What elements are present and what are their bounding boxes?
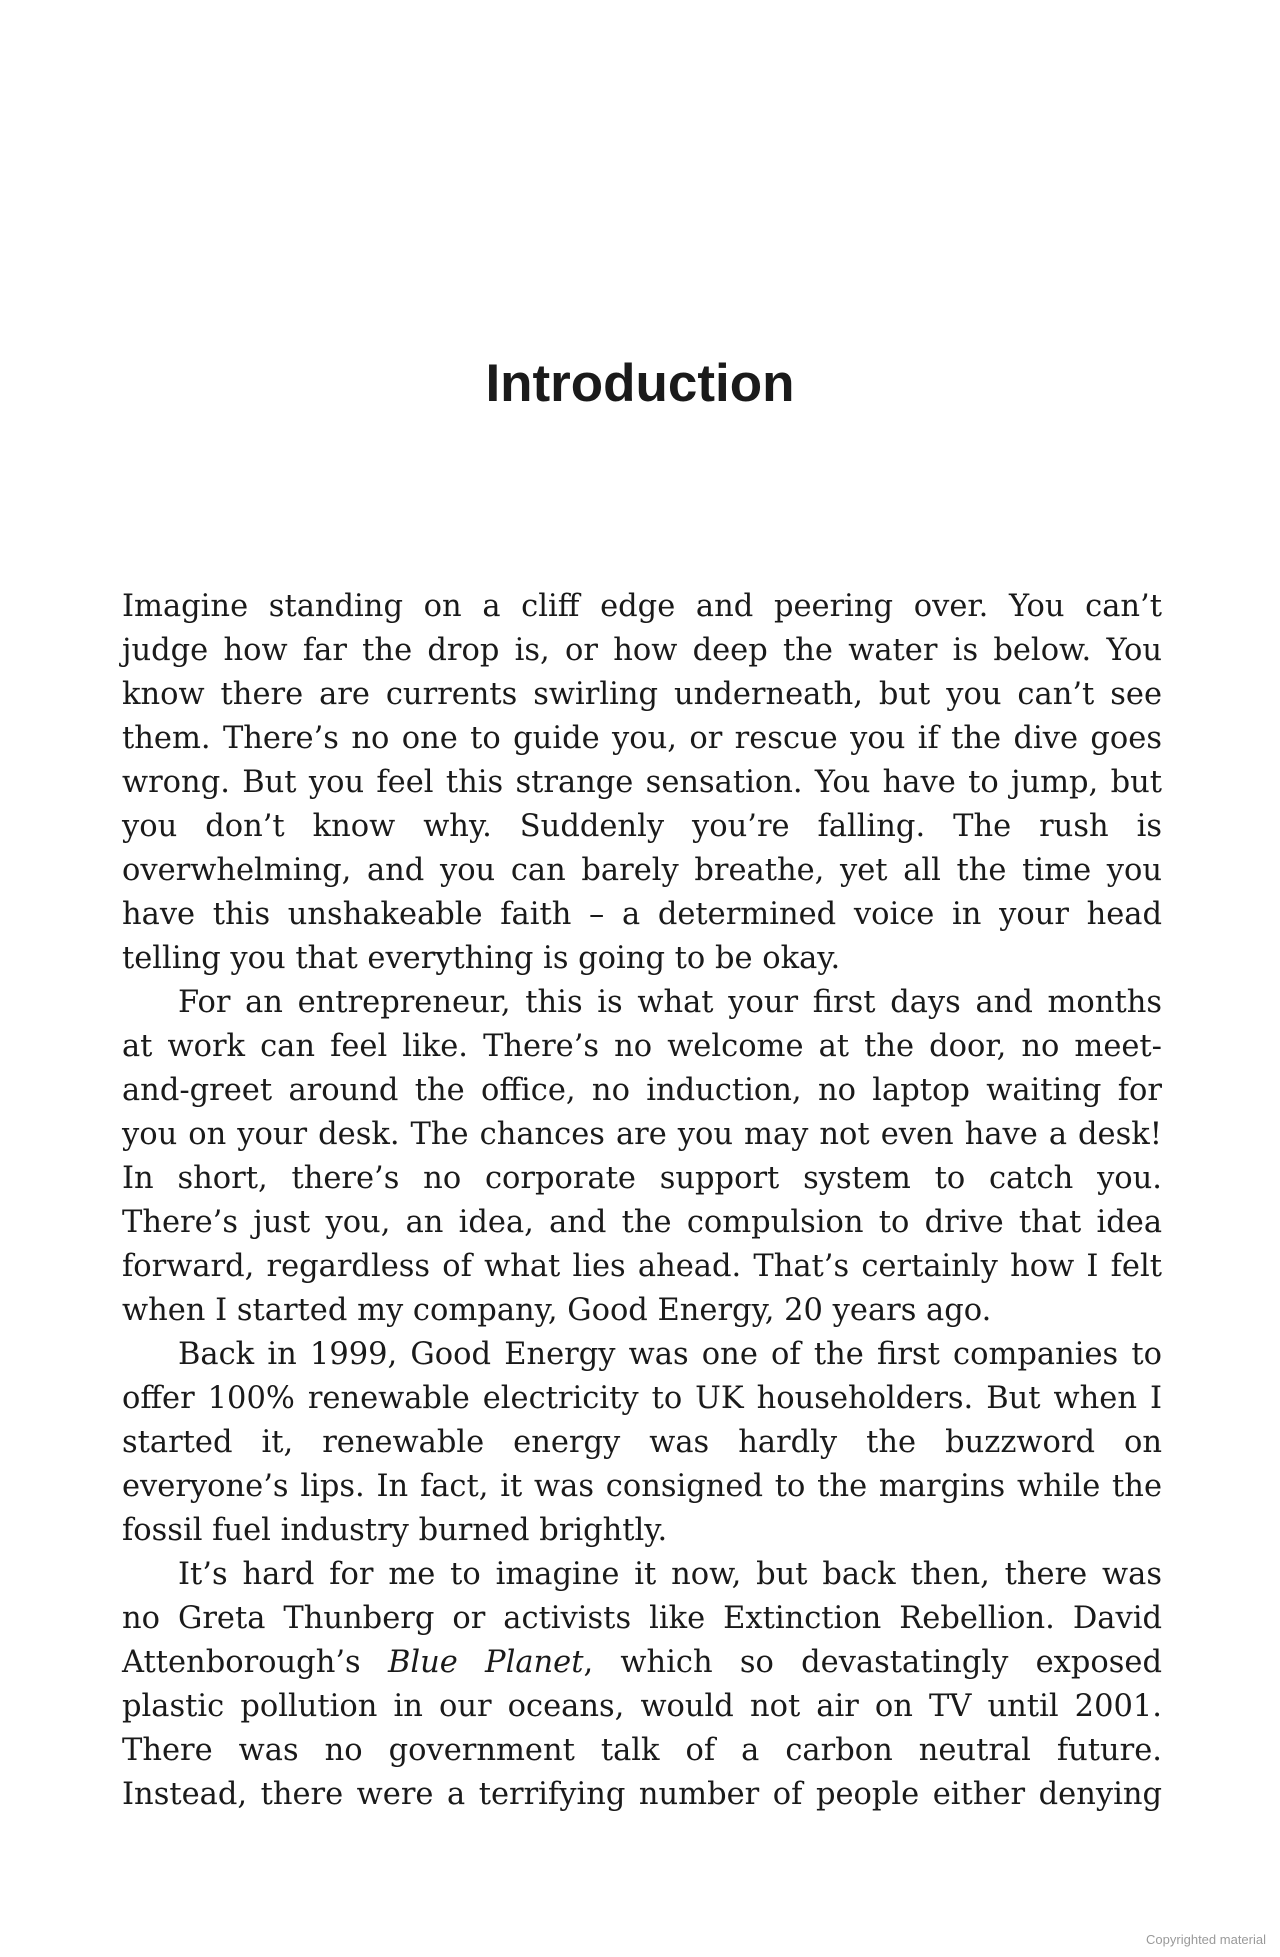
text-line: In short, there’s no corporate support system to catch you. [122, 1161, 1162, 1196]
text-line: fossil fuel industry burned brightly. [122, 1513, 668, 1548]
text-line: offer 100% renewable electricity to UK householders. But when I [122, 1381, 1162, 1416]
text-line: There’s just you, an idea, and the compulsion to drive that idea [122, 1205, 1162, 1240]
paragraph [122, 1553, 1162, 1817]
text-line: It’s hard for me to imagine it now, but back then, there was [178, 1557, 1162, 1592]
text-line: Attenborough’s Blue Planet, which so devastatingly exposed [122, 1645, 1162, 1680]
text-line: wrong. But you feel this strange sensation. You have to jump, but [122, 765, 1162, 800]
text-line: forward, regardless of what lies ahead. That’s certainly how I felt [122, 1249, 1162, 1284]
italic-title: Blue Planet [387, 1645, 584, 1680]
chapter-title: Introduction [485, 354, 795, 413]
text-line: and-greet around the office, no induction, no laptop waiting for [122, 1073, 1162, 1108]
text-line: telling you that everything is going to be okay. [122, 941, 841, 976]
text-line: you don’t know why. Suddenly you’re falling. The rush is [122, 809, 1162, 844]
text-line: at work can feel like. There’s no welcome at the door, no meet- [122, 1029, 1162, 1064]
text-line: them. There’s no one to guide you, or rescue you if the dive goes [122, 721, 1162, 756]
paragraph [122, 1333, 1162, 1553]
paragraph [122, 981, 1162, 1333]
text-line: started it, renewable energy was hardly the buzzword on [122, 1425, 1162, 1460]
text-line: no Greta Thunberg or activists like Extinction Rebellion. David [122, 1601, 1162, 1636]
text-line: know there are currents swirling underneath, but you can’t see [122, 677, 1162, 712]
text-line: There was no government talk of a carbon neutral future. [122, 1733, 1162, 1768]
text-line: you on your desk. The chances are you may not even have a desk! [122, 1117, 1162, 1152]
text-line: Instead, there were a terrifying number of people either denying [122, 1777, 1162, 1812]
text-line: Imagine standing on a cliff edge and peering over. You can’t [122, 589, 1162, 624]
paragraph [122, 585, 1162, 981]
text-line: judge how far the drop is, or how deep the water is below. You [122, 633, 1162, 668]
text-line: Back in 1999, Good Energy was one of the first companies to [178, 1337, 1162, 1372]
text-line: overwhelming, and you can barely breathe, yet all the time you [122, 853, 1162, 888]
body-text [122, 585, 1162, 1817]
text-line: have this unshakeable faith – a determined voice in your head [122, 897, 1162, 932]
text-line: everyone’s lips. In fact, it was consigned to the margins while the [122, 1469, 1162, 1504]
text-line: For an entrepreneur, this is what your first days and months [178, 985, 1162, 1020]
text-line: plastic pollution in our oceans, would not air on TV until 2001. [122, 1689, 1162, 1724]
copyright-watermark: Copyrighted material [1146, 1932, 1266, 1947]
text-line: when I started my company, Good Energy, 20 years ago. [122, 1293, 992, 1328]
